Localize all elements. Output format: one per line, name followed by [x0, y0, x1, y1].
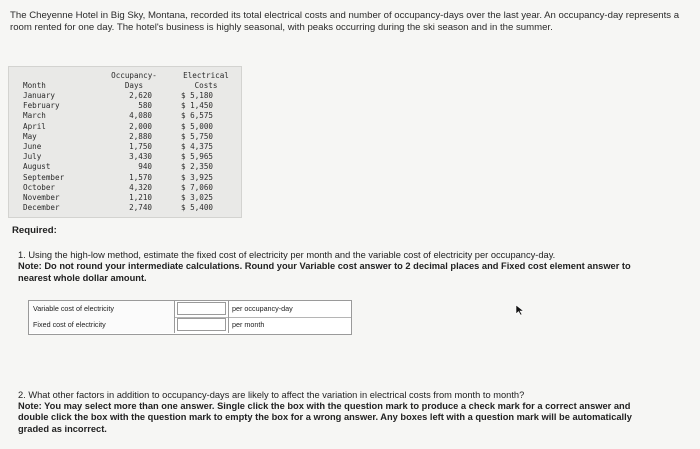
days-cell: 2,000: [129, 121, 152, 131]
cost-cell: $ 5,180: [181, 91, 214, 100]
question-2-text: 2. What other factors in addition to occupancy-days are likely to affect the variation in electrical costs from month to month?: [18, 390, 525, 400]
col-header-occupancy-line1: Occupancy-: [111, 71, 157, 80]
month-cell: July: [23, 152, 42, 162]
table-row: [9, 122, 241, 132]
question-1-note: Note: Do not round your intermediate calculations. Round your Variable cost answer to 2 decimal places and Fixed cost element answer to nearest whole dollar amount.: [18, 261, 631, 283]
month-cell: August: [23, 162, 51, 172]
question-2-note: Note: You may select more than one answer. Single click the box with the question mark to produce a check mark for a correct answer and double click the box with the question mark to empty the box for a wrong answer. Any boxes left with a question mark will be automatically graded as incorrect.: [18, 401, 632, 434]
month-cell: April: [23, 121, 46, 131]
variable-cost-input[interactable]: [177, 302, 226, 315]
required-heading: Required:: [12, 225, 57, 236]
question-2: [18, 390, 648, 435]
problem-intro: The Cheyenne Hotel in Big Sky, Montana, recorded its total electrical costs and number of occupancy-days over the last year. An occupancy-day represents a room rented for one day. The hotel's business is highly seasonal, with peaks occurring during the ski season and in the summer.: [10, 10, 680, 34]
month-cell: September: [23, 172, 65, 182]
cost-cell: $ 3,925: [181, 172, 214, 182]
variable-cost-unit: per occupancy-day: [228, 301, 350, 317]
table-row: [9, 162, 241, 172]
month-cell: December: [23, 203, 60, 213]
answer-row-variable: [29, 301, 351, 318]
days-cell: 1,570: [129, 172, 152, 182]
month-cell: March: [23, 111, 46, 121]
table-row: [9, 193, 241, 203]
col-header-month: Month: [23, 81, 46, 90]
table-row: [9, 101, 241, 111]
table-row: [9, 183, 241, 193]
month-cell: February: [23, 101, 60, 111]
table-body: [9, 91, 241, 213]
days-cell: 1,750: [129, 141, 152, 151]
days-cell: 1,210: [129, 192, 152, 202]
col-header-occupancy-line2: Days: [124, 80, 144, 90]
col-header-electrical-line2: Costs: [194, 80, 218, 90]
days-cell: 2,620: [129, 91, 152, 100]
cost-cell: $ 2,350: [181, 162, 214, 172]
cost-cell: $ 4,375: [181, 141, 214, 151]
question-1: [18, 250, 638, 284]
table-row: [9, 111, 241, 121]
days-cell: 4,320: [129, 182, 152, 192]
table-row: [9, 91, 241, 101]
cost-cell: $ 5,750: [181, 131, 214, 141]
days-cell: 580: [138, 101, 152, 111]
cost-cell: $ 1,450: [181, 101, 214, 111]
fixed-cost-unit: per month: [228, 317, 350, 333]
cost-data-table: [8, 66, 242, 218]
month-cell: January: [23, 91, 56, 100]
col-header-occupancy-days: [105, 71, 163, 90]
table-row: [9, 132, 241, 142]
cost-cell: $ 5,965: [181, 152, 214, 162]
table-row: [9, 152, 241, 162]
question-1-text: 1. Using the high-low method, estimate the fixed cost of electricity per month and the variable cost of electricity per occupancy-day.: [18, 250, 556, 260]
col-header-electrical-costs: [177, 71, 235, 90]
mouse-cursor-icon: [515, 304, 525, 316]
days-cell: 2,880: [129, 131, 152, 141]
fixed-cost-input[interactable]: [177, 318, 226, 331]
cost-cell: $ 3,025: [181, 192, 214, 202]
cost-cell: $ 5,000: [181, 121, 214, 131]
month-cell: October: [23, 182, 56, 192]
table-row: [9, 142, 241, 152]
variable-cost-label: Variable cost of electricity: [29, 301, 175, 317]
table-row: [9, 173, 241, 183]
col-header-electrical-line1: Electrical: [183, 71, 229, 80]
cost-cell: $ 5,400: [181, 203, 214, 213]
cost-cell: $ 6,575: [181, 111, 214, 121]
cost-cell: $ 7,060: [181, 182, 214, 192]
month-cell: June: [23, 141, 42, 151]
days-cell: 4,080: [129, 111, 152, 121]
answer-table: [28, 300, 352, 335]
days-cell: 940: [138, 162, 152, 172]
answer-row-fixed: [29, 317, 351, 333]
days-cell: 2,740: [129, 203, 152, 213]
fixed-cost-label: Fixed cost of electricity: [29, 317, 175, 333]
month-cell: May: [23, 131, 37, 141]
month-cell: November: [23, 192, 60, 202]
table-row: [9, 203, 241, 213]
days-cell: 3,430: [129, 152, 152, 162]
